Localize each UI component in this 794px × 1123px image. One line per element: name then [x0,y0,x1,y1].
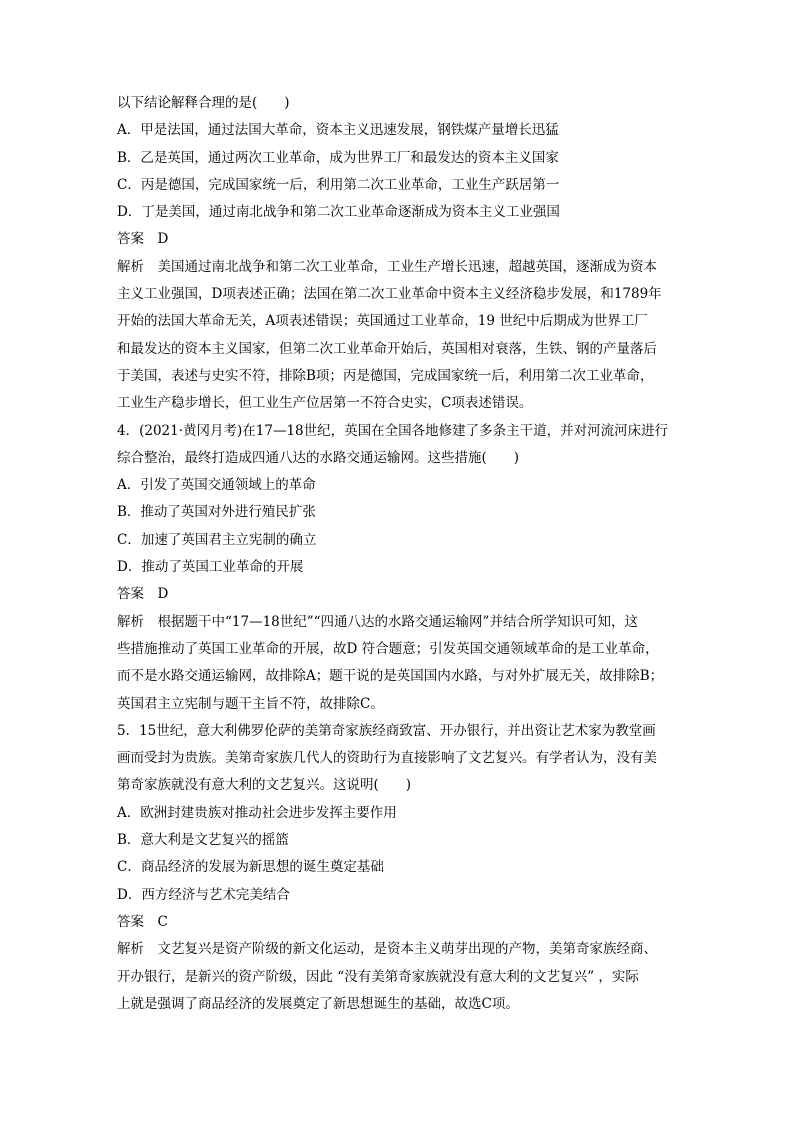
option-a: A．引发了英国交通领域上的革命 [117,477,316,494]
option-c: C．商品经济的发展为新思想的诞生奠定基础 [117,859,384,876]
question-stem: 以下结论解释合理的是( ) [117,95,290,111]
analysis-line: 和最发达的资本主义国家，但第二次工业革命开始后，英国相对衰落，生铁、钢的产量落后 [117,340,657,357]
analysis-line: 开始的法国大革命无关，A项表述错误；英国通过工业革命，19 世纪中后期成为世界工厂 [117,313,648,330]
analysis-line: 些措施推动了英国工业革命的开展，故D 符合题意；引发英国交通领域革命的是工业革命， [117,640,659,657]
analysis-line: 解析 根据题干中“17—18世纪”“四通八达的水路交通运输网”并结合所学知识可知，这 [117,613,638,630]
question-5 [117,718,680,1018]
analysis-line: 工业生产稳步增长，但工业生产位居第一不符合史实，C项表述错误。 [117,395,533,412]
question-stem-line: 综合整治，最终打造成四通八达的水路交通运输网。这些措施( ) [117,449,520,466]
option-d: D．西方经济与艺术完美结合 [117,886,290,903]
option-c: C．丙是德国，完成国家统一后，利用第二次工业革命，工业生产跃居第一 [117,176,560,193]
question-stem-line: 4．(2021·黄冈月考)在17—18世纪，英国在全国各地修建了多条主干道，并对河流河床进行 [117,422,669,439]
question-4 [117,418,680,718]
option-a: A．欧洲封建贵族对推动社会进步发挥主要作用 [117,804,397,821]
option-b: B．意大利是文艺复兴的摇篮 [117,832,289,849]
option-c: C．加速了英国君主立宪制的确立 [117,531,317,548]
analysis-line: 上就是强调了商品经济的发展奠定了新思想诞生的基础，故选C项。 [117,995,519,1012]
option-a: A．甲是法国，通过法国大革命，资本主义迅速发展，钢铁煤产量增长迅猛 [117,122,559,139]
question-stem-line: 5．15世纪，意大利佛罗伦萨的美第奇家族经商致富、开办银行，并出资让艺术家为教堂画 [117,722,656,739]
option-b: B．乙是英国，通过两次工业革命，成为世界工厂和最发达的资本主义国家 [117,149,559,166]
option-d: D．丁是美国，通过南北战争和第二次工业革命逐渐成为资本主义工业强国 [117,204,560,221]
answer: 答案 D [117,586,169,603]
analysis-line: 解析 美国通过南北战争和第二次工业革命，工业生产增长迅速，超越英国，逐渐成为资本 [117,258,657,275]
option-b: B．推动了英国对外进行殖民扩张 [117,504,316,521]
analysis-line: 开办银行，是新兴的资产阶级，因此 “没有美第奇家族就没有意大利的文艺复兴” ，实际 [117,968,639,985]
answer: 答案 C [117,913,168,930]
analysis-line: 主义工业强国，D项表述正确；法国在第二次工业革命中资本主义经济稳步发展，和1789年 [117,286,662,303]
question-stem-line: 第奇家族就没有意大利的文艺复兴。这说明( ) [117,777,412,794]
answer: 答案 D [117,231,169,248]
document-page [117,90,680,1018]
question-stem-line: 画而受封为贵族。美第奇家族几代人的资助行为直接影响了文艺复兴。有学者认为，没有美 [117,750,657,767]
analysis-line: 英国君主立宪制与题干主旨不符，故排除C。 [117,695,384,712]
option-d: D．推动了英国工业革命的开展 [117,559,304,576]
question-3 [117,90,680,418]
analysis-line: 于美国，表述与史实不符，排除B项；丙是德国，完成国家统一后，利用第二次工业革命， [117,367,654,384]
analysis-line: 解析 文艺复兴是资产阶级的新文化运动，是资本主义萌芽出现的产物，美第奇家族经商、 [117,941,657,958]
analysis-line: 而不是水路交通运输网，故排除A；题干说的是英国国内水路，与对外扩展无关，故排除B； [117,668,664,685]
